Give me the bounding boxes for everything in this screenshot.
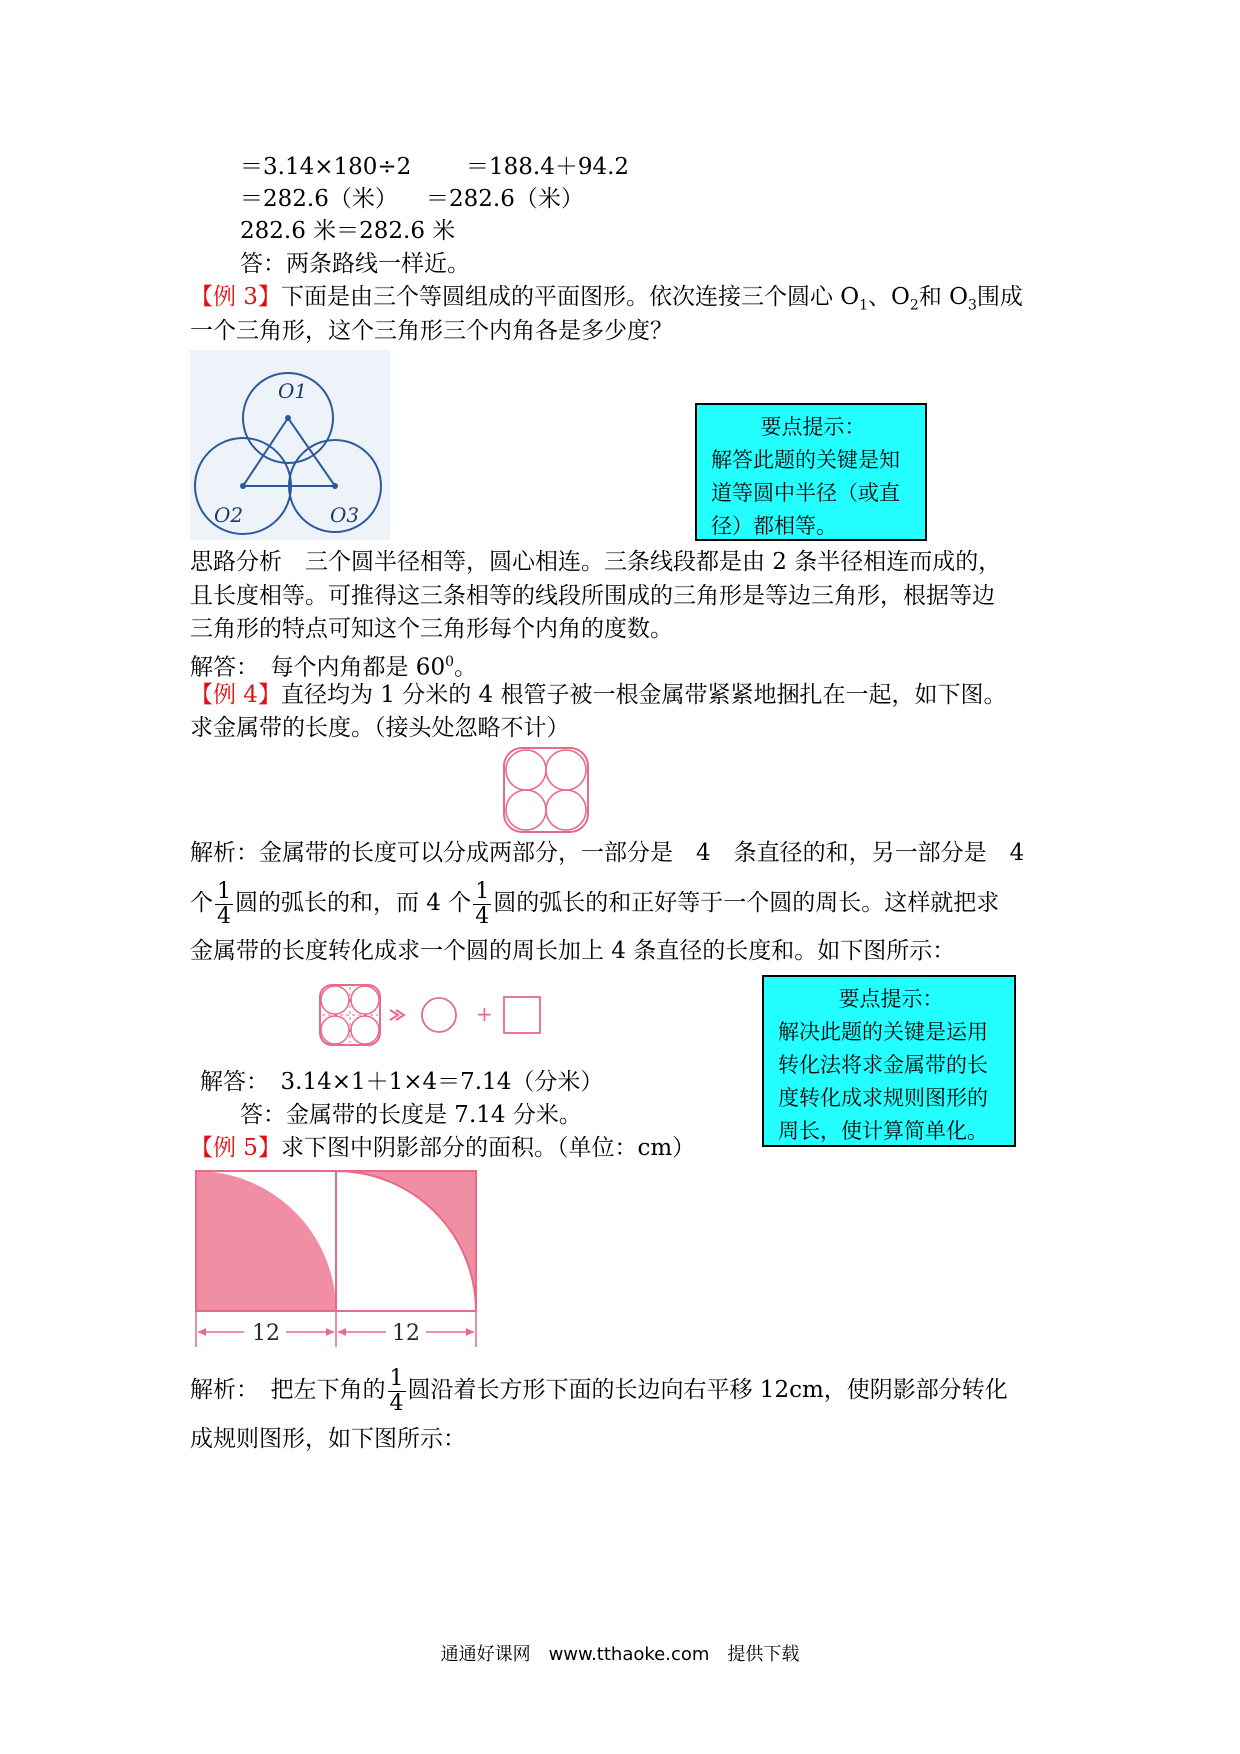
- tip-line: 径）都相等。: [711, 514, 837, 538]
- dim-left-label: 12: [252, 1321, 280, 1346]
- arrow-icon: [390, 1010, 404, 1020]
- example3-analysis-line2: 且长度相等。可推得这三条相等的线段所围成的三角形是等边三角形，根据等边: [190, 583, 995, 609]
- example5-analysis-line2: 成规则图形，如下图所示：: [190, 1426, 466, 1452]
- example3-analysis-line3: 三角形的特点可知这个三角形每个内角的度数。: [190, 616, 673, 642]
- example3-answer: 解答： 每个内角都是 $60^0$。: [190, 654, 477, 681]
- calc-row1-left: ＝3.14×180÷2: [240, 154, 412, 180]
- tip-line: 转化法将求金属带的长: [778, 1053, 988, 1077]
- label-o1: O1: [278, 379, 308, 403]
- label-o2: O2: [214, 503, 244, 527]
- calc-row2-left: ＝282.6（米）: [240, 186, 398, 212]
- footer: 通通好课网 www.tthaoke.com 提供下载: [440, 1644, 800, 1665]
- tip-line: 解决此题的关键是运用: [778, 1020, 988, 1044]
- example5-tag: 【例 5】: [190, 1135, 281, 1161]
- dim-right-label: 12: [392, 1321, 420, 1346]
- calc-answer: 答：两条路线一样近。: [240, 251, 470, 277]
- four-pipes-figure: [502, 746, 590, 834]
- example5-question: 【例 5】求下图中阴影部分的面积。（单位：cm）: [190, 1135, 696, 1161]
- example3-tag: 【例 3】: [190, 284, 281, 310]
- label-o3: O3: [330, 503, 360, 527]
- calc-row2-right: ＝282.6（米）: [426, 186, 584, 212]
- calc-row3: 282.6 米＝282.6 米: [240, 218, 456, 244]
- example4-analysis-line1: 解析：金属带的长度可以分成两部分，一部分是 4 条直径的和，另一部分是 4: [190, 840, 1025, 866]
- tip-line: 周长，使计算简单化。: [778, 1119, 988, 1143]
- svg-text:+: +: [476, 1002, 493, 1026]
- shaded-area-figure: [194, 1169, 480, 1347]
- example4-question-line2: 求金属带的长度。（接头处忽略不计）: [190, 715, 570, 741]
- fraction-one-quarter: $\frac{1}{4}$: [389, 1365, 404, 1416]
- fraction-one-quarter: $\frac{1}{4}$: [217, 878, 231, 929]
- tip-box-example4: [762, 975, 1016, 1147]
- example5-analysis-line1: 解析： 把左下角的 $\frac{1}{4}$ 圆沿着长方形下面的长边向右平移 12cm，使阴影部分转化: [190, 1365, 1008, 1416]
- example3-analysis-line1: 思路分析 三个圆半径相等，圆心相连。三条线段都是由 2 条半径相连而成的，: [190, 549, 1002, 575]
- example4-answer: 解答： 3.14×1＋1×4＝7.14（分米）: [200, 1069, 604, 1095]
- tip-line: 解答此题的关键是知: [711, 448, 900, 472]
- tip-line: 度转化成求规则图形的: [778, 1086, 988, 1110]
- tip-title: 要点提示：: [838, 987, 944, 1011]
- example3-question: 【例 3】下面是由三个等圆组成的平面图形。依次连接三个圆心 $O_1$、$O_2$和 $O_3$围成: [190, 284, 1023, 314]
- tip-line: 道等圆中半径（或直: [711, 481, 900, 505]
- example3-question-line2: 一个三角形，这个三角形三个内角各是多少度？: [190, 318, 673, 344]
- tip-box-example3: [695, 403, 927, 541]
- example4-question: 【例 4】直径均为 1 分米的 4 根管子被一根金属带紧紧地捆扎在一起，如下图。: [190, 682, 1007, 708]
- conversion-figure: [318, 982, 548, 1048]
- example4-analysis-line3: 金属带的长度转化成求一个圆的周长加上 4 条直径的长度和。如下图所示：: [190, 938, 956, 964]
- calc-row1-right: ＝188.4＋94.2: [466, 154, 630, 180]
- example4-tag: 【例 4】: [190, 682, 281, 708]
- example4-analysis-line2: 个 $\frac{1}{4}$ 圆的弧长的和，而 4 个 $\frac{1}{4}$ 圆的弧长的和正好等于一个圆的周长。这样就把求: [190, 878, 1000, 929]
- example4-answer2: 答：金属带的长度是 7.14 分米。: [240, 1102, 582, 1128]
- tip-title: 要点提示：: [760, 415, 866, 439]
- fraction-one-quarter: $\frac{1}{4}$: [475, 878, 490, 929]
- three-circles-figure: [190, 350, 390, 540]
